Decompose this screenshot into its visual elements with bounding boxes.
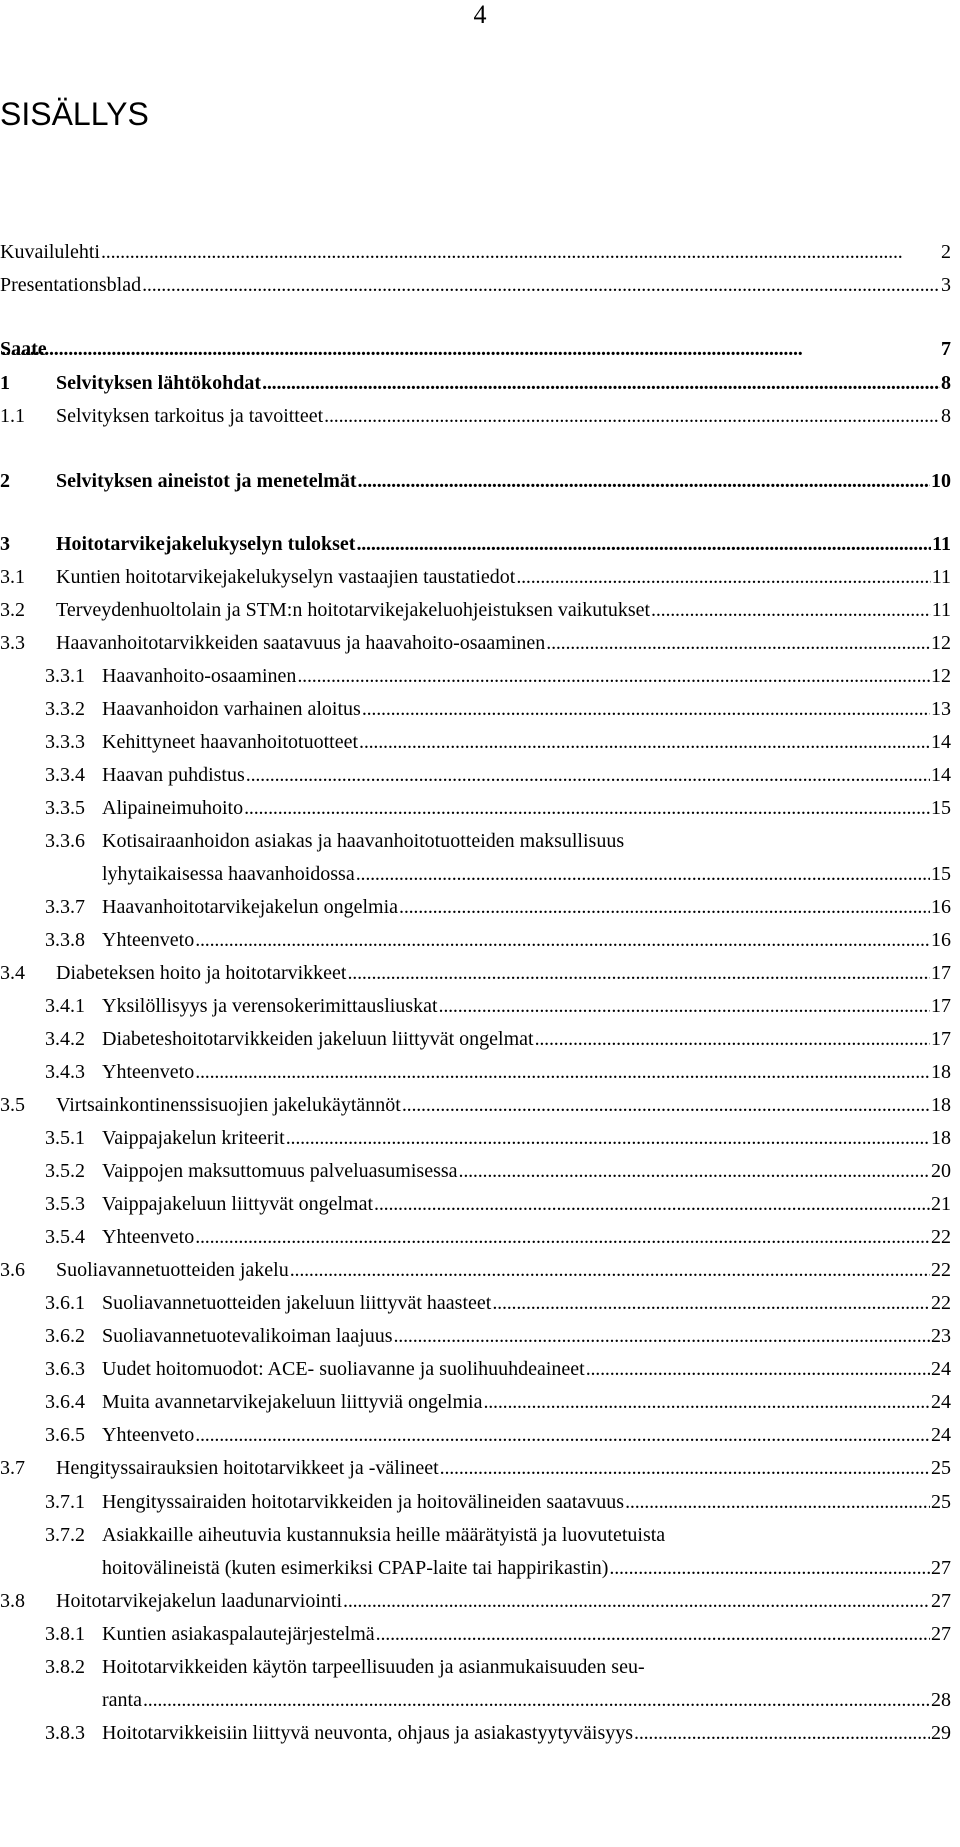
toc-entry-title: Haavan puhdistus — [102, 764, 245, 786]
toc-entry[interactable] — [0, 335, 951, 363]
toc-entry[interactable] — [0, 1454, 951, 1482]
toc-entry-number: 3.7 — [0, 1457, 25, 1479]
toc-entry-number: 3.6.4 — [45, 1391, 85, 1413]
toc-entry-number: 3.1 — [0, 566, 25, 588]
toc-entry-number: 3.8.1 — [45, 1623, 85, 1645]
toc-entry-title: Suoliavannetuotteiden jakeluun liittyvät haasteet — [102, 1292, 492, 1314]
toc-entry-title: lyhytaikaisessa haavanhoidossa — [102, 863, 355, 885]
toc-entry-number: 3.4.3 — [45, 1061, 85, 1083]
toc-entry-number: 3.3.8 — [45, 929, 85, 951]
toc-entry[interactable] — [0, 1157, 951, 1185]
toc-entry-number: 3 — [0, 533, 10, 555]
toc-entry-page: 18 — [931, 1127, 951, 1149]
toc-entry[interactable] — [0, 402, 951, 430]
toc-entry-title: Hengityssairauksien hoitotarvikkeet ja -välineet — [56, 1457, 439, 1479]
dot-leader — [286, 1124, 930, 1152]
toc-entry[interactable] — [0, 596, 951, 624]
dot-leader — [359, 728, 930, 756]
toc-entry-number: 1.1 — [0, 405, 25, 427]
toc-entry-title: Kehittyneet haavanhoitotuotteet — [102, 731, 359, 753]
toc-entry-title: Yhteenveto — [102, 929, 195, 951]
toc-entry[interactable] — [0, 1620, 951, 1648]
toc-entry[interactable] — [0, 860, 951, 888]
toc-entry-title: Kuntien asiakaspalautejärjestelmä — [102, 1623, 375, 1645]
toc-entry-page: 22 — [931, 1226, 951, 1248]
toc-entry-title: ranta — [102, 1689, 142, 1711]
dot-leader — [101, 238, 940, 266]
toc-entry-title: Vaippajakeluun liittyvät ongelmat — [102, 1193, 374, 1215]
dot-leader — [143, 1686, 930, 1714]
toc-entry-title: Selvityksen tarkoitus ja tavoitteet — [56, 405, 324, 427]
toc-entry[interactable] — [0, 369, 951, 397]
dot-leader — [195, 1058, 930, 1086]
toc-entry-number: 3.3.3 — [45, 731, 85, 753]
dot-leader — [246, 761, 930, 789]
toc-entry[interactable] — [0, 695, 951, 723]
toc-entry-title: Selvityksen aineistot ja menetelmät — [56, 470, 357, 492]
toc-entry-title: Yhteenveto — [102, 1424, 195, 1446]
toc-entry-title: Haavanhoidon varhainen aloitus — [102, 698, 361, 720]
toc-entry-page: 14 — [931, 764, 951, 786]
dot-leader — [634, 1719, 930, 1747]
toc-entry-title: Yksilöllisyys ja verensokerimittausliuskat — [102, 995, 438, 1017]
toc-entry-page: 16 — [931, 929, 951, 951]
toc-entry-page: 17 — [931, 962, 951, 984]
toc-entry-page: 14 — [931, 731, 951, 753]
dot-leader — [297, 662, 930, 690]
toc-entry[interactable] — [0, 1488, 951, 1516]
toc-entry-page: 7 — [941, 338, 951, 360]
toc-entry-title: Diabeteksen hoito ja hoitotarvikkeet — [56, 962, 347, 984]
dot-leader — [374, 1190, 930, 1218]
dot-leader — [195, 1421, 930, 1449]
toc-entry-title: Alipaineimuhoito — [102, 797, 244, 819]
dot-leader — [347, 959, 930, 987]
toc-entry[interactable] — [0, 1521, 951, 1549]
toc-entry-title: Haavanhoito-osaaminen — [102, 665, 297, 687]
dot-leader — [439, 992, 930, 1020]
toc-entry-title: Kotisairaanhoidon asiakas ja haavanhoitotuotteiden maksullisuus — [102, 830, 625, 852]
toc-entry[interactable] — [0, 1719, 951, 1747]
toc-entry-number: 3.8.3 — [45, 1722, 85, 1744]
toc-entry-page: 18 — [931, 1094, 951, 1116]
toc-entry[interactable] — [0, 728, 951, 756]
toc-entry-page: 18 — [931, 1061, 951, 1083]
toc-entry-title: Diabeteshoitotarvikkeiden jakeluun liittyvät ongelmat — [102, 1028, 534, 1050]
toc-entry-page: 29 — [931, 1722, 951, 1744]
toc-entry-title: Vaippajakelun kriteerit — [102, 1127, 285, 1149]
dot-leader — [324, 402, 940, 430]
toc-entry-number: 3.6.2 — [45, 1325, 85, 1347]
toc-entry-page: 24 — [931, 1424, 951, 1446]
toc-entry-page: 17 — [931, 995, 951, 1017]
toc-entry[interactable] — [0, 1322, 951, 1350]
toc-entry-page: 28 — [931, 1689, 951, 1711]
toc-entry-number: 3.6.1 — [45, 1292, 85, 1314]
page-number: 4 — [473, 0, 487, 29]
toc-entry-number: 3.3.1 — [45, 665, 85, 687]
toc-entry-page: 8 — [941, 405, 951, 427]
toc-entry-number: 2 — [0, 470, 10, 492]
toc-entry-title: Virtsainkontinenssisuojien jakelukäytännöt — [56, 1094, 401, 1116]
toc-entry-number: 3.3.5 — [45, 797, 85, 819]
toc-entry[interactable] — [0, 1587, 951, 1615]
dot-leader — [362, 695, 930, 723]
toc-entry-page: 21 — [931, 1193, 951, 1215]
dot-leader — [356, 530, 931, 558]
toc-entry-number: 3.4.1 — [45, 995, 85, 1017]
toc-entry[interactable] — [0, 530, 951, 558]
toc-entry[interactable] — [0, 1124, 951, 1152]
toc-entry-title: Terveydenhuoltolain ja STM:n hoitotarvikejakeluohjeistuksen vaikutukset — [56, 599, 651, 621]
toc-entry-number: 3.7.1 — [45, 1491, 85, 1513]
toc-entry[interactable] — [0, 1091, 951, 1119]
toc-entry[interactable] — [0, 1686, 951, 1714]
dot-leader — [394, 1322, 931, 1350]
toc-entry-title: Yhteenveto — [102, 1061, 195, 1083]
page-title: SISÄLLYS — [0, 96, 149, 132]
toc-entry[interactable] — [0, 926, 951, 954]
dot-leader — [290, 1256, 930, 1284]
toc-entry-page: 13 — [931, 698, 951, 720]
toc-entry-page: 3 — [941, 274, 951, 296]
toc-entry[interactable] — [0, 992, 951, 1020]
toc-entry-title: Hengityssairaiden hoitotarvikkeiden ja hoitovälineiden saatavuus — [102, 1491, 625, 1513]
toc-entry-page: 25 — [931, 1491, 951, 1513]
toc-entry-number: 3.3.4 — [45, 764, 85, 786]
toc-entry-number: 3.3.2 — [45, 698, 85, 720]
toc-entry[interactable] — [0, 662, 951, 690]
toc-entry-title: Suoliavannetuotteiden jakelu — [56, 1259, 289, 1281]
toc-entry-page: 12 — [931, 632, 951, 654]
dot-leader — [376, 1620, 930, 1648]
toc-entry-page: 27 — [931, 1623, 951, 1645]
dot-leader — [516, 563, 930, 591]
dot-leader — [399, 893, 930, 921]
dot-leader — [244, 794, 930, 822]
toc-entry-number: 3.5.1 — [45, 1127, 85, 1149]
dot-leader — [459, 1157, 930, 1185]
toc-entry-page: 11 — [932, 533, 951, 555]
toc-entry-number: Saate — [0, 338, 47, 360]
toc-entry-number: 3.6.5 — [45, 1424, 85, 1446]
dot-leader — [546, 629, 930, 657]
toc-entry[interactable] — [0, 761, 951, 789]
toc-entry-page: 2 — [941, 241, 951, 263]
toc-entry-title: Hoitotarvikejakelun laadunarviointi — [56, 1590, 343, 1612]
toc-entry-title: Hoitotarvikkeisiin liittyvä neuvonta, ohjaus ja asiakastyytyväisyys — [102, 1722, 634, 1744]
toc-entry-number: 1 — [0, 372, 10, 394]
toc-entry[interactable] — [0, 1653, 951, 1681]
toc-entry-number: 3.3.6 — [45, 830, 85, 852]
toc-entry-number: 3.6.3 — [45, 1358, 85, 1380]
toc-entry[interactable] — [0, 794, 951, 822]
toc-entry[interactable] — [0, 271, 951, 299]
toc-entry[interactable] — [0, 629, 951, 657]
dot-leader — [625, 1488, 930, 1516]
toc-entry-title: Kuvailulehti — [0, 241, 100, 263]
toc-entry-title: Hoitotarvikejakelukyselyn tulokset — [56, 533, 356, 555]
toc-entry-page: 27 — [931, 1557, 951, 1579]
toc-entry-number: 3.3.7 — [45, 896, 85, 918]
dot-leader — [402, 1091, 930, 1119]
dot-leader — [440, 1454, 930, 1482]
toc-entry[interactable] — [0, 959, 951, 987]
toc-entry-page: 15 — [931, 797, 951, 819]
toc-entry-page: 11 — [931, 599, 951, 621]
toc-entry-page: 16 — [931, 896, 951, 918]
toc-entry-page: 24 — [931, 1358, 951, 1380]
toc-entry-number: 3.5 — [0, 1094, 25, 1116]
toc-entry-page: 11 — [931, 566, 951, 588]
toc-entry-page: 17 — [931, 1028, 951, 1050]
dot-leader — [535, 1025, 930, 1053]
dot-leader — [356, 860, 930, 888]
toc-entry-title: Selvityksen lähtökohdat — [56, 372, 262, 394]
toc-entry[interactable] — [0, 1554, 951, 1582]
toc-entry-title: Vaippojen maksuttomuus palveluasumisessa — [102, 1160, 458, 1182]
dot-leader — [343, 1587, 930, 1615]
toc-entry-page: 8 — [941, 372, 951, 394]
dot-leader — [492, 1289, 930, 1317]
dot-leader — [651, 596, 931, 624]
toc-entry-title: Presentationsblad — [0, 274, 142, 296]
toc-entry-title: Hoitotarvikkeiden käytön tarpeellisuuden ja asianmukaisuuden seu- — [102, 1656, 645, 1678]
toc-entry-page: 24 — [931, 1391, 951, 1413]
toc-entry[interactable] — [0, 1289, 951, 1317]
toc-entry-number: 3.4.2 — [45, 1028, 85, 1050]
toc-entry[interactable] — [0, 827, 951, 855]
toc-entry-number: 3.5.4 — [45, 1226, 85, 1248]
toc-entry-number: 3.5.2 — [45, 1160, 85, 1182]
toc-entry-title: Yhteenveto — [102, 1226, 195, 1248]
toc-entry-page: 20 — [931, 1160, 951, 1182]
toc-entry-title: Suoliavannetuotevalikoiman laajuus — [102, 1325, 393, 1347]
toc-entry[interactable] — [0, 1058, 951, 1086]
dot-leader — [586, 1355, 930, 1383]
toc-entry[interactable] — [0, 1223, 951, 1251]
toc-entry[interactable] — [0, 467, 951, 495]
toc-entry-number: 3.8 — [0, 1590, 25, 1612]
toc-entry-title: Muita avannetarvikejakeluun liittyviä ongelmia — [102, 1391, 483, 1413]
toc-entry[interactable] — [0, 1355, 951, 1383]
toc-entry-page: 15 — [931, 863, 951, 885]
dot-leader — [358, 467, 930, 495]
toc-entry-number: 3.6 — [0, 1259, 25, 1281]
dot-leader — [1, 335, 940, 363]
toc-entry-page: 22 — [931, 1259, 951, 1281]
toc-entry[interactable] — [0, 1421, 951, 1449]
toc-entry[interactable] — [0, 1190, 951, 1218]
dot-leader — [195, 1223, 930, 1251]
toc-entry[interactable] — [0, 1388, 951, 1416]
dot-leader — [262, 369, 940, 397]
toc-entry-page: 23 — [931, 1325, 951, 1347]
toc-entry-number: 3.7.2 — [45, 1524, 85, 1546]
toc-entry-title: Asiakkaille aiheutuvia kustannuksia heille määrätyistä ja luovutetuista — [102, 1524, 666, 1546]
toc-entry[interactable] — [0, 1025, 951, 1053]
dot-leader — [195, 926, 930, 954]
toc-entry[interactable] — [0, 563, 951, 591]
dot-leader — [142, 271, 940, 299]
dot-leader — [483, 1388, 930, 1416]
dot-leader — [609, 1554, 930, 1582]
toc-entry[interactable] — [0, 238, 951, 266]
toc-entry[interactable] — [0, 893, 951, 921]
toc-entry-page: 10 — [931, 470, 951, 492]
toc-entry-number: 3.2 — [0, 599, 25, 621]
toc-entry-title: Haavanhoitotarvikejakelun ongelmia — [102, 896, 399, 918]
toc-entry-page: 25 — [931, 1457, 951, 1479]
toc-entry-number: 3.8.2 — [45, 1656, 85, 1678]
toc-entry-page: 27 — [931, 1590, 951, 1612]
toc-entry-page: 12 — [931, 665, 951, 687]
toc-entry-number: 3.4 — [0, 962, 25, 984]
toc-entry-number: 3.3 — [0, 632, 25, 654]
toc-entry-page: 22 — [931, 1292, 951, 1314]
toc-entry-title: hoitovälineistä (kuten esimerkiksi CPAP-laite tai happirikastin) — [102, 1557, 609, 1579]
toc-entry-title: Uudet hoitomuodot: ACE- suoliavanne ja suolihuuhdeaineet — [102, 1358, 585, 1380]
toc-entry[interactable] — [0, 1256, 951, 1284]
toc-entry-title: Kuntien hoitotarvikejakelukyselyn vastaajien taustatiedot — [56, 566, 516, 588]
toc-entry-title: Haavanhoitotarvikkeiden saatavuus ja haavahoito-osaaminen — [56, 632, 546, 654]
toc-entry-number: 3.5.3 — [45, 1193, 85, 1215]
